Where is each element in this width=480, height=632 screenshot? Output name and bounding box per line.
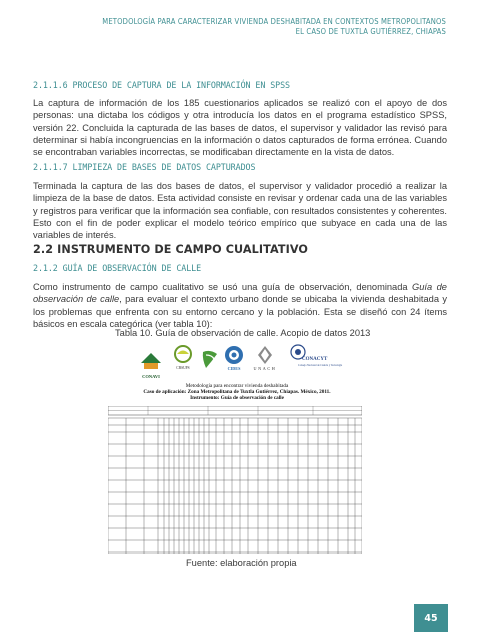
paragraph-guia-part2: , para evaluar el contexto urbano donde se ubicaba la vivienda deshabitada y los problemas que enfrenta con su entorno cercano y la población. Esta se diseñó con 24 ítems básicos en escala categórica (ver tabla 10): bbox=[33, 294, 447, 329]
figure-source: Fuente: elaboración propia bbox=[186, 558, 297, 568]
paragraph-guia bbox=[33, 281, 447, 330]
section-heading-limpieza: 2.1.1.7 LIMPIEZA DE BASES DE DATOS CAPTURADOS bbox=[33, 162, 256, 172]
section-heading-instrumento: 2.2 INSTRUMENTO DE CAMPO CUALITATIVO bbox=[33, 243, 309, 256]
table-caption: Tabla 10. Guía de observación de calle. Acopio de datos 2013 bbox=[115, 328, 371, 338]
conavi-logo: CONAVI bbox=[138, 351, 164, 379]
paragraph-spss: La captura de información de los 185 cuestionarios aplicados se realizó con el apoyo de dos personas: una dictaba los códigos y otra introducía los datos en el programa estadístico SPSS, versión 22. Concluida la capturada de las bases de datos, el supervisor y validador las revisó para determinar si había incongruencias en la información o datos capturados de forma errónea. Cuando se encontraban variables incorrectas, se modificaban directamente en la vista de datos. bbox=[33, 98, 447, 157]
running-header bbox=[102, 17, 446, 36]
paragraph-limpieza: Terminada la captura de las dos bases de datos, el supervisor y validador procedió a realizar la limpieza de la base de datos. Esta actividad consiste en revisar y ordenar cada una de las variables y registros para verificar que la información sea confiable, con resultados consistentes y coherentes. Esto con el fin de poder explicar el modelo teórico empírico que subyace en cada una de las variables de interés. bbox=[33, 181, 447, 240]
running-header-line2: EL CASO DE TUXTLA GUTIÉRREZ, CHIAPAS bbox=[295, 26, 446, 36]
form-title-1: Metodología para encontrar vivienda deshabitada bbox=[185, 383, 289, 389]
cides-logo: CIDES bbox=[222, 345, 246, 371]
page-number bbox=[414, 604, 448, 632]
observation-grid bbox=[108, 406, 362, 554]
section-heading-guia: 2.1.2 GUÍA DE OBSERVACIÓN DE CALLE bbox=[33, 263, 202, 273]
page-number-label: 45 bbox=[424, 612, 438, 624]
cbsups-logo: CBSUPS bbox=[172, 345, 194, 370]
form-title-2: Caso de aplicación: Zona Metropolitana de Tuxtla Gutiérrez, Chiapas. México, 2011. bbox=[143, 389, 331, 395]
observation-form-image bbox=[110, 343, 372, 553]
paragraph-guia-part1: Como instrumento de campo cualitativo se usó una guía de observación, denominada bbox=[33, 282, 413, 292]
running-header-line1: METODOLOGÍA PARA CARACTERIZAR VIVIENDA DESHABITADA EN CONTEXTOS METROPOLITANOS bbox=[102, 17, 446, 26]
paragraph-guia-emphasis: Guía de observación de calle bbox=[33, 282, 447, 305]
form-title-3: Instrumento: Guía de observación de calle bbox=[190, 395, 284, 401]
unach-logo: UNACH bbox=[250, 345, 280, 371]
logo-row: CONAVI CBSUPS CIDES UNACH CONACYT Consejo Nacional de Ciencia y Tecnología bbox=[110, 343, 372, 383]
ribbon-icon bbox=[200, 349, 220, 372]
section-heading-spss: 2.1.1.6 PROCESO DE CAPTURA DE LA INFORMACIÓN EN SPSS bbox=[33, 80, 290, 90]
